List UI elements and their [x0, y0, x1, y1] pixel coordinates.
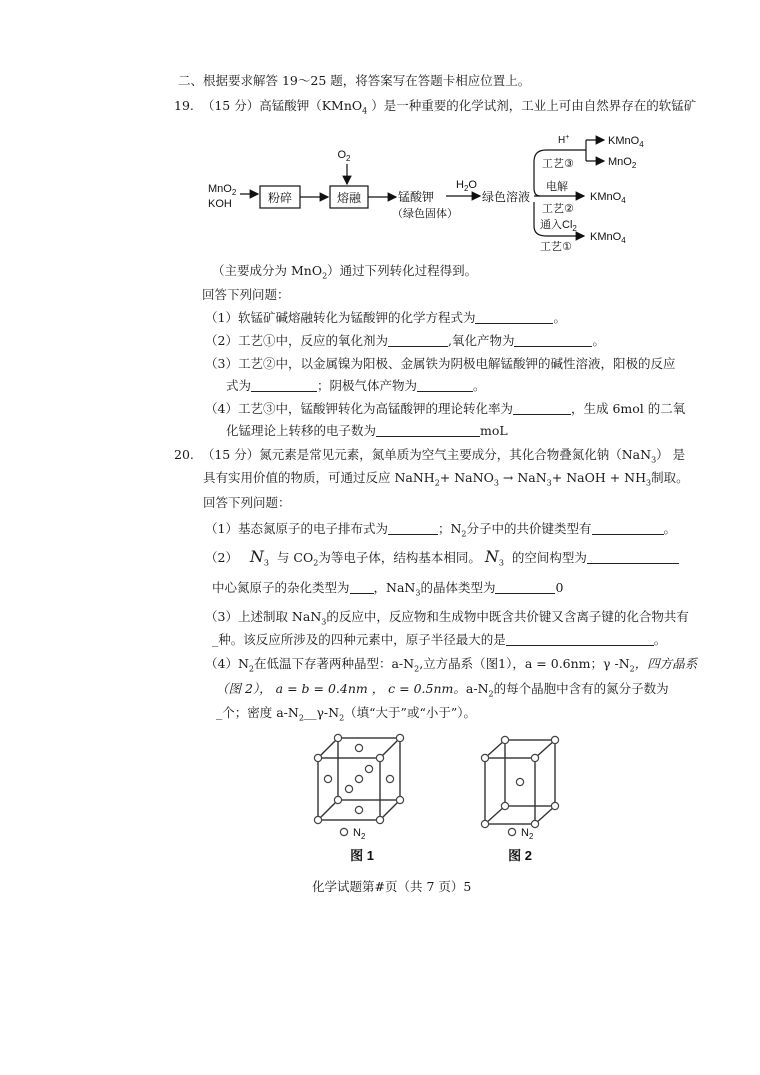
fig1-caption: 图 1 [350, 848, 374, 863]
answer-blank[interactable] [475, 311, 553, 324]
answer-blank[interactable] [376, 424, 480, 437]
q20-part1: （1）基态氮原子的电子排布式为 ；$N_2$分子中的共价键类型有 。 [205, 521, 677, 539]
answer-blank[interactable] [506, 633, 654, 646]
svg-text:KOH: KOH [208, 198, 232, 210]
section-heading: 二、根据要求解答 19～25 题，将答案写在答题卡相应位置上。 [178, 73, 531, 88]
page-footer: 化学试题第#页（共 7 页）5 [312, 879, 472, 894]
answer-blank[interactable] [514, 334, 592, 347]
q19-intro: 19. （15 分）高锰酸钾（KMnO$_4$ ）是一种重要的化学试剂，工业上可由自然界存在的软锰矿 [174, 98, 697, 116]
q20-part2-line2: 中心氮原子的杂化类型为 ，NaN$_3$的晶体类型为 0 [212, 580, 564, 598]
q19-part3-line2: 式为 ；阴极气体产物为 。 [226, 378, 486, 393]
svg-text:MnO2: MnO$_2$ [608, 156, 637, 170]
svg-text:电解: 电解 [546, 181, 568, 193]
fig1-legend: $N_2$ [353, 827, 366, 841]
answer-blank[interactable] [388, 334, 448, 347]
q19-after-diagram: （主要成分为 MnO$_2$）通过下列转化过程得到。 [212, 263, 478, 281]
kmno4-process-flow [200, 132, 660, 254]
n2-legend-marker [508, 828, 515, 835]
svg-text:H+: H+ [558, 134, 570, 146]
q20-part4-line2: （图 2）， a = b = 0.4nm ， c = 0.5nm。$a-N_2$的每个晶胞中含有的氮分子数为 [216, 681, 669, 699]
q20-intro-line1: 20. （15 分）氮元素是常见元素，氮单质为空气主要成分，其化合物叠氮化钠（NaN$_3$） 是 [174, 447, 686, 465]
svg-text:绿色溶液: 绿色溶液 [482, 190, 531, 204]
svg-text:MnO2: MnO$_2$ [208, 183, 237, 197]
fig2-legend: $N_2$ [521, 827, 534, 841]
svg-text:KMnO4: KMnO$_4$ [590, 231, 626, 245]
q20-answer-prompt: 回答下列问题： [203, 495, 291, 510]
svg-text:通入Cl2: 通入$Cl_2$ [540, 219, 577, 233]
answer-blank[interactable] [388, 522, 438, 535]
q20-part3-line1: （3）上述制取 NaN$_3$的反应中，反应物和生成物中既含共价键又含离子键的化合物共有 [205, 609, 689, 627]
answer-blank[interactable] [513, 402, 571, 415]
svg-text:工艺①: 工艺① [540, 241, 572, 253]
q20-part3-line2: _种。该反应所涉及的四种元素中，原子半径最大的是 。 [212, 632, 667, 647]
svg-text:O2: $O_2$ [337, 149, 351, 163]
answer-blank[interactable] [495, 581, 555, 594]
svg-text:H2O: $H_2O$ [456, 179, 477, 193]
svg-text:粉碎: 粉碎 [267, 191, 293, 205]
n2-legend-marker [340, 828, 347, 835]
answer-blank[interactable] [251, 379, 317, 392]
svg-text:熔融: 熔融 [336, 191, 362, 205]
answer-blank[interactable] [587, 551, 679, 564]
q19-part2: （2）工艺①中，反应的氧化剂为 ,氧化产物为 。 [205, 333, 605, 348]
svg-text:（绿色固体）: （绿色固体） [392, 208, 458, 220]
q20-intro-line2: 具有实用价值的物质，可通过反应 NaNH$_2$+ NaNO$_3$ → NaN$_3$+ NaOH + $NH_3$制取。 [203, 470, 689, 488]
q19-part1: （1）软锰矿碱熔融转化为锰酸钾的化学方程式为 。 [205, 310, 566, 325]
answer-blank[interactable] [350, 581, 374, 594]
q20-part4-line1: $(4)N_2$在低温下存著两种晶型：$a-N_2$,立方晶系（图1），a = 0.6nm；γ $-N_2$，四方晶系 [205, 656, 698, 674]
q19-part3-line1: （3）工艺②中，以金属镍为阳极、金属铁为阴极电解锰酸钾的碱性溶液，阳极的反应 [205, 356, 676, 371]
crystal-figures [300, 730, 590, 870]
svg-text:工艺②: 工艺② [542, 203, 574, 215]
q20-part4-line3: _个；密度 $a-N_2\_\_\gamma-N_2$（填“大于”或“小于”）。 [216, 705, 476, 723]
q19-answer-prompt: 回答下列问题： [202, 287, 290, 302]
answer-blank[interactable] [417, 379, 473, 392]
q19-part4-line1: （4）工艺③中，锰酸钾转化为高锰酸钾的理论转化率为 ，生成 6mol 的二氧 [205, 401, 686, 416]
q19-part4-line2: 化锰理论上转移的电子数为 moL [226, 423, 508, 438]
q20-part2-line1: （2） $N_3$ 与 $CO_2$为等电子体，结构基本相同。 $N_3$ 的空间构型为 [205, 548, 679, 573]
fig2-caption: 图 2 [508, 848, 532, 863]
answer-blank[interactable] [592, 522, 664, 535]
svg-text:KMnO4: KMnO$_4$ [608, 135, 644, 149]
svg-text:KMnO4: KMnO$_4$ [590, 191, 626, 205]
svg-text:工艺③: 工艺③ [542, 158, 574, 170]
svg-text:锰酸钾: 锰酸钾 [398, 190, 435, 204]
